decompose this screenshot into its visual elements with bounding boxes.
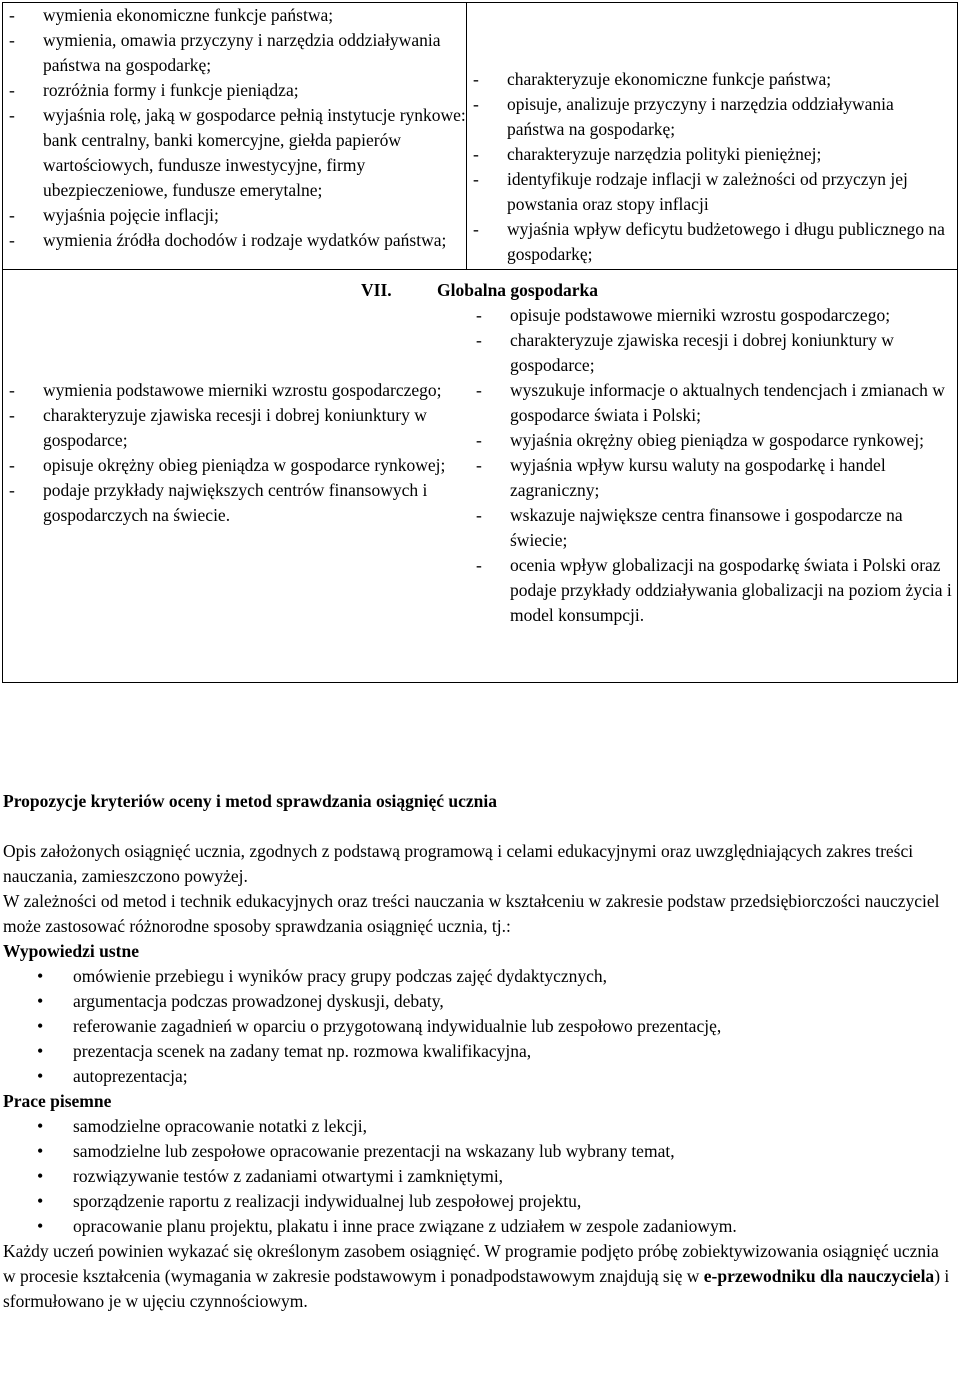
row1-right-list	[467, 67, 957, 267]
list-item: - identyfikuje rodzaje inflacji w zależności od przyczyn jej powstania oraz stopy inflacji	[467, 167, 951, 217]
row1-left-list	[3, 3, 466, 253]
row2-left-column	[3, 378, 463, 528]
row2-right-column	[468, 303, 953, 628]
row2-cell	[3, 270, 958, 683]
list-item: • sporządzenie raportu z realizacji indywidualnej lub zespołowej projektu,	[3, 1189, 955, 1214]
list-item: - charakteryzuje ekonomiczne funkcje państwa;	[467, 67, 951, 92]
list-item: - wyszukuje informacje o aktualnych tendencjach i zmianach w gospodarce świata i Polski;	[468, 378, 953, 428]
list-item: • autoprezentacja;	[3, 1064, 955, 1089]
written-heading: Prace pisemne	[3, 1091, 112, 1111]
row2-left-list	[3, 378, 463, 528]
list-item: • omówienie przebiegu i wyników pracy grupy podczas zajęć dydaktycznych,	[3, 964, 955, 989]
row2-content	[3, 270, 957, 682]
closing-text: ) i sformułowano je w ujęciu czynnościowym.	[3, 1266, 950, 1311]
row1-left-cell	[3, 3, 467, 270]
list-item: • rozwiązywanie testów z zadaniami otwartymi i zamkniętymi,	[3, 1164, 955, 1189]
list-item: • argumentacja podczas prowadzonej dyskusji, debaty,	[3, 989, 955, 1014]
list-item: - wskazuje największe centra finansowe i gospodarcze na świecie;	[468, 503, 953, 553]
oral-list	[3, 964, 955, 1089]
list-item: - rozróżnia formy i funkcje pieniądza;	[3, 78, 466, 103]
list-item: - podaje przykłady największych centrów finansowych i gospodarczych na świecie.	[3, 478, 463, 528]
list-item: - wyjaśnia pojęcie inflacji;	[3, 203, 466, 228]
list-item: - wymienia podstawowe mierniki wzrostu gospodarczego;	[3, 378, 463, 403]
guide-link-text: e-przewodniku dla nauczyciela	[703, 1266, 935, 1286]
oral-heading: Wypowiedzi ustne	[3, 941, 139, 961]
list-item: • opracowanie planu projektu, plakatu i inne prace związane z udziałem w zespole zadaniowym.	[3, 1214, 955, 1239]
table-row	[3, 270, 958, 683]
list-item: - charakteryzuje zjawiska recesji i dobrej koniunktury w gospodarce;	[468, 328, 953, 378]
list-item: - opisuje podstawowe mierniki wzrostu gospodarczego;	[468, 303, 953, 328]
table-row	[3, 3, 958, 270]
list-item: • samodzielne lub zespołowe opracowanie prezentacji na wskazany lub wybrany temat,	[3, 1139, 955, 1164]
row1-right-cell	[467, 3, 958, 270]
section-number: VII.	[361, 280, 392, 300]
criteria-paragraph: W zależności od metod i technik edukacyjnych oraz treści nauczania w kształceniu w zakresie podstaw przedsiębiorczości nauczyciel może zastosować różnorodne sposoby sprawdzania osiągnięć ucznia, tj.:	[3, 891, 940, 936]
row2-right-list	[468, 303, 953, 628]
section-heading	[3, 278, 957, 303]
criteria-section	[3, 789, 955, 1314]
closing-text: Każdy uczeń powinien wykazać się określonym zasobem osiągnięć. W programie podjęto próbę zobiektywizowania osiągnięć ucznia w procesie kształcenia (wymagania w zakresie podstawowym i ponadpodstawowym znajdują się w	[3, 1241, 939, 1286]
list-item: • samodzielne opracowanie notatki z lekcji,	[3, 1114, 955, 1139]
list-item: - opisuje okrężny obieg pieniądza w gospodarce rynkowej;	[3, 453, 463, 478]
list-item: - wymienia źródła dochodów i rodzaje wydatków państwa;	[3, 228, 466, 253]
list-item: - wyjaśnia okrężny obieg pieniądza w gospodarce rynkowej;	[468, 428, 953, 453]
list-item: • prezentacja scenek na zadany temat np. rozmowa kwalifikacyjna,	[3, 1039, 955, 1064]
list-item: - wymienia ekonomiczne funkcje państwa;	[3, 3, 466, 28]
list-item: - charakteryzuje zjawiska recesji i dobrej koniunktury w gospodarce;	[3, 403, 463, 453]
list-item: - ocenia wpływ globalizacji na gospodarkę świata i Polski oraz podaje przykłady oddziaływania globalizacji na poziom życia i model konsumpcji.	[468, 553, 953, 628]
criteria-paragraph: Opis założonych osiągnięć ucznia, zgodnych z podstawą programową i celami edukacyjnymi oraz uwzględniających zakres treści nauczania, zamieszczono powyżej.	[3, 841, 914, 886]
criteria-heading: Propozycje kryteriów oceny i metod sprawdzania osiągnięć ucznia	[3, 791, 497, 811]
closing-paragraph	[3, 1239, 955, 1314]
list-item: - wyjaśnia wpływ deficytu budżetowego i długu publicznego na gospodarkę;	[467, 217, 951, 267]
list-item: • referowanie zagadnień w oparciu o przygotowaną indywidualnie lub zespołowo prezentację,	[3, 1014, 955, 1039]
list-item: - wyjaśnia rolę, jaką w gospodarce pełnią instytucje rynkowe: bank centralny, banki komercyjne, giełda papierów wartościowych, fundusze inwestycyjne, firmy ubezpieczeniowe, fundusze emerytalne;	[3, 103, 466, 203]
requirements-table	[2, 2, 958, 683]
list-item: - charakteryzuje narzędzia polityki pieniężnej;	[467, 142, 951, 167]
written-list	[3, 1114, 955, 1239]
list-item: - wyjaśnia wpływ kursu waluty na gospodarkę i handel zagraniczny;	[468, 453, 953, 503]
section-title: Globalna gospodarka	[437, 280, 598, 300]
list-item: - wymienia, omawia przyczyny i narzędzia oddziaływania państwa na gospodarkę;	[3, 28, 466, 78]
list-item: - opisuje, analizuje przyczyny i narzędzia oddziaływania państwa na gospodarkę;	[467, 92, 951, 142]
